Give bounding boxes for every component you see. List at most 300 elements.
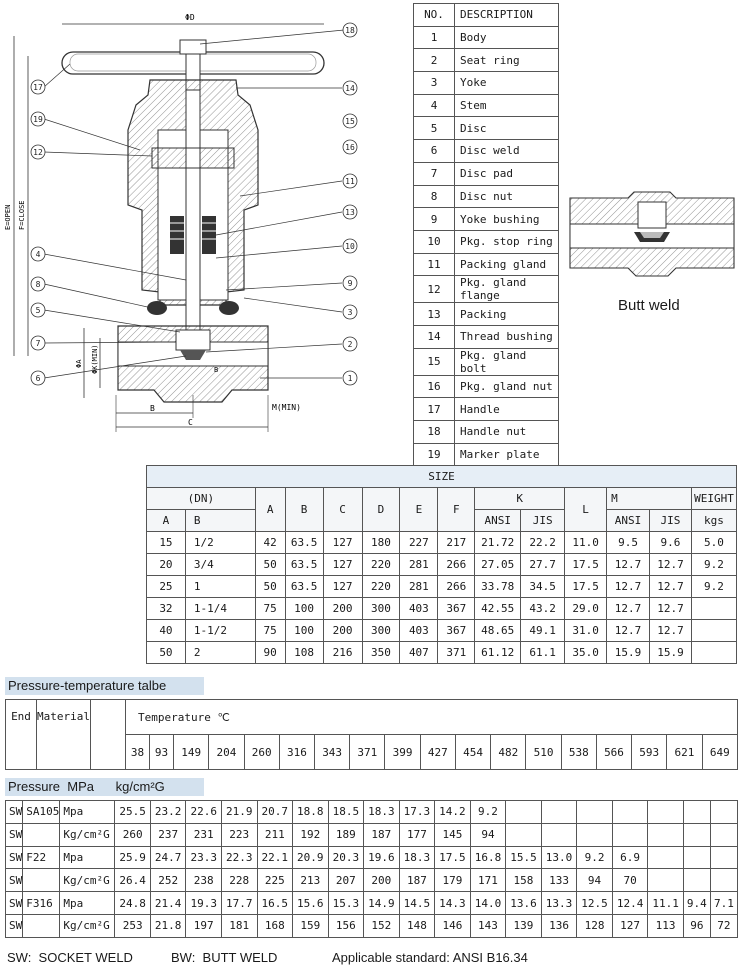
size-cell: 300 xyxy=(362,620,400,642)
pt-temp-label: Temperature ℃ xyxy=(125,700,737,735)
pressure-value: 159 xyxy=(293,914,329,937)
pressure-value xyxy=(541,823,577,846)
footer-bw: BW: BUTT WELD xyxy=(171,950,278,965)
sub-k-jis: JIS xyxy=(521,510,565,532)
pressure-value xyxy=(506,823,542,846)
size-cell: 367 xyxy=(438,598,475,620)
size-cell: 200 xyxy=(323,620,362,642)
pressure-end: SW xyxy=(6,846,23,869)
pressure-value xyxy=(710,823,737,846)
pressure-value: 231 xyxy=(186,823,222,846)
pressure-value: 20.3 xyxy=(328,846,364,869)
size-cell: 15.9 xyxy=(649,642,691,664)
size-cell: 407 xyxy=(400,642,438,664)
pressure-value: 22.6 xyxy=(186,801,222,824)
callout-number: 8 xyxy=(35,280,41,289)
col-b: B xyxy=(285,488,323,532)
part-description: Yoke bushing xyxy=(455,208,559,231)
pressure-value: 158 xyxy=(506,869,542,892)
pressure-value: 11.1 xyxy=(648,892,684,915)
parts-row xyxy=(414,208,559,231)
col-d: D xyxy=(362,488,400,532)
size-cell: 12.7 xyxy=(649,598,691,620)
footer-sw: SW: SOCKET WELD xyxy=(7,950,133,965)
parts-row xyxy=(414,348,559,375)
size-cell: 40 xyxy=(147,620,186,642)
col-k: K xyxy=(475,488,565,510)
temperature-cell: 149 xyxy=(174,735,209,770)
size-cell: 49.1 xyxy=(521,620,565,642)
parts-row xyxy=(414,140,559,163)
dim-a: ΦA xyxy=(75,359,83,368)
size-row xyxy=(147,642,737,664)
part-no: 8 xyxy=(414,185,455,208)
pressure-value: 15.5 xyxy=(506,846,542,869)
pressure-row xyxy=(6,892,738,915)
parts-row xyxy=(414,94,559,117)
pressure-value: 18.5 xyxy=(328,801,364,824)
pressure-value: 25.9 xyxy=(115,846,151,869)
parts-row xyxy=(414,162,559,185)
size-cell: 42.55 xyxy=(475,598,521,620)
part-no: 19 xyxy=(414,443,455,466)
parts-row xyxy=(414,276,559,303)
parts-row xyxy=(414,230,559,253)
pressure-value: 13.3 xyxy=(541,892,577,915)
pressure-value xyxy=(683,801,710,824)
pressure-value: 13.6 xyxy=(506,892,542,915)
callout-number: 1 xyxy=(347,374,353,383)
pressure-value: 197 xyxy=(186,914,222,937)
pressure-value: 148 xyxy=(399,914,435,937)
size-cell: 27.05 xyxy=(475,554,521,576)
pressure-value: 252 xyxy=(150,869,186,892)
temperature-cell: 482 xyxy=(491,735,526,770)
pressure-value xyxy=(710,846,737,869)
pressure-value: 21.8 xyxy=(150,914,186,937)
part-description: Disc xyxy=(455,117,559,140)
parts-row xyxy=(414,185,559,208)
size-cell: 9.2 xyxy=(691,576,736,598)
size-row xyxy=(147,554,737,576)
temperature-cell: 566 xyxy=(596,735,631,770)
pressure-value: 15.6 xyxy=(293,892,329,915)
dn-label: (DN) xyxy=(147,488,256,510)
size-row xyxy=(147,620,737,642)
pressure-value: 14.0 xyxy=(470,892,506,915)
size-cell: 20 xyxy=(147,554,186,576)
pressure-value: 22.3 xyxy=(221,846,257,869)
pressure-value: 16.5 xyxy=(257,892,293,915)
valve-section-drawing xyxy=(0,0,410,440)
size-cell: 127 xyxy=(323,554,362,576)
dim-m: M(MIN) xyxy=(272,403,301,412)
pressure-value xyxy=(648,846,684,869)
part-description: Disc weld xyxy=(455,140,559,163)
size-cell: 266 xyxy=(438,554,475,576)
pressure-value: 14.9 xyxy=(364,892,400,915)
part-no: 6 xyxy=(414,140,455,163)
temperature-cell: 454 xyxy=(455,735,490,770)
part-no: 11 xyxy=(414,253,455,276)
pressure-unit: Kg/cm²G xyxy=(60,914,115,937)
size-cell: 5.0 xyxy=(691,532,736,554)
pressure-value: 223 xyxy=(221,823,257,846)
parts-header-description: DESCRIPTION xyxy=(455,4,559,27)
pressure-value: 187 xyxy=(399,869,435,892)
col-e: E xyxy=(400,488,438,532)
size-cell: 227 xyxy=(400,532,438,554)
pressure-value: 113 xyxy=(648,914,684,937)
pressure-value: 14.2 xyxy=(435,801,471,824)
size-cell xyxy=(691,642,736,664)
size-cell: 3/4 xyxy=(185,554,255,576)
pressure-value: 168 xyxy=(257,914,293,937)
pressure-value xyxy=(710,869,737,892)
pressure-value: 15.3 xyxy=(328,892,364,915)
part-description: Disc nut xyxy=(455,185,559,208)
callout-number: 18 xyxy=(345,26,355,35)
pressure-value: 96 xyxy=(683,914,710,937)
part-no: 18 xyxy=(414,421,455,444)
size-cell: 371 xyxy=(438,642,475,664)
pressure-value: 145 xyxy=(435,823,471,846)
callout-number: 12 xyxy=(33,148,43,157)
callout-number: 14 xyxy=(345,84,355,93)
pressure-end: SW xyxy=(6,869,23,892)
parts-row xyxy=(414,117,559,140)
dim-od: ΦD xyxy=(185,13,195,22)
pressure-value: 25.5 xyxy=(115,801,151,824)
size-cell: 367 xyxy=(438,620,475,642)
dim-e: E=OPEN xyxy=(4,204,12,230)
part-no: 4 xyxy=(414,94,455,117)
pressure-value: 20.9 xyxy=(293,846,329,869)
size-cell: 200 xyxy=(323,598,362,620)
part-no: 9 xyxy=(414,208,455,231)
sub-m-jis: JIS xyxy=(649,510,691,532)
sub-a: A xyxy=(147,510,186,532)
parts-row xyxy=(414,72,559,95)
size-cell: 108 xyxy=(285,642,323,664)
pressure-value: 19.6 xyxy=(364,846,400,869)
pressure-end: SW xyxy=(6,801,23,824)
size-cell: 220 xyxy=(362,554,400,576)
pt-title: Pressure-temperature talbe xyxy=(5,677,204,695)
pressure-row xyxy=(6,846,738,869)
size-cell: 9.6 xyxy=(649,532,691,554)
size-cell: 25 xyxy=(147,576,186,598)
part-no: 16 xyxy=(414,375,455,398)
part-no: 14 xyxy=(414,325,455,348)
size-cell: 403 xyxy=(400,598,438,620)
size-cell: 281 xyxy=(400,576,438,598)
parts-row xyxy=(414,303,559,326)
size-cell: 216 xyxy=(323,642,362,664)
pressure-value: 181 xyxy=(221,914,257,937)
size-cell xyxy=(691,620,736,642)
pressure-value: 20.7 xyxy=(257,801,293,824)
pressure-value xyxy=(612,801,648,824)
temperature-cell: 621 xyxy=(667,735,702,770)
pressure-value: 17.3 xyxy=(399,801,435,824)
part-no: 17 xyxy=(414,398,455,421)
pressure-value: 17.7 xyxy=(221,892,257,915)
pressure-end: SW xyxy=(6,892,23,915)
size-cell: 22.2 xyxy=(521,532,565,554)
temperature-cell: 538 xyxy=(561,735,596,770)
temperature-cell: 204 xyxy=(209,735,244,770)
pressure-value: 146 xyxy=(435,914,471,937)
callout-number: 6 xyxy=(35,374,41,383)
temperature-cell: 510 xyxy=(526,735,561,770)
sub-b: B xyxy=(185,510,255,532)
parts-row xyxy=(414,443,559,466)
part-description: Disc pad xyxy=(455,162,559,185)
pressure-value: 200 xyxy=(364,869,400,892)
size-cell: 27.7 xyxy=(521,554,565,576)
parts-row xyxy=(414,26,559,49)
col-a: A xyxy=(255,488,285,532)
pressure-value xyxy=(648,801,684,824)
pressure-value: 211 xyxy=(257,823,293,846)
pressure-value: 139 xyxy=(506,914,542,937)
size-cell: 50 xyxy=(255,576,285,598)
pressure-value: 18.8 xyxy=(293,801,329,824)
dim-c: C xyxy=(188,418,193,427)
part-description: Handle xyxy=(455,398,559,421)
parts-header-no: NO. xyxy=(414,4,455,27)
pressure-value: 24.8 xyxy=(115,892,151,915)
callout-number: 2 xyxy=(347,340,353,349)
size-cell xyxy=(691,598,736,620)
pressure-value xyxy=(612,823,648,846)
pressure-value: 7.1 xyxy=(710,892,737,915)
pressure-material: F22 xyxy=(23,846,60,869)
pressure-value: 228 xyxy=(221,869,257,892)
size-cell: 42 xyxy=(255,532,285,554)
pressure-value: 21.9 xyxy=(221,801,257,824)
pressure-row xyxy=(6,823,738,846)
temperature-cell: 399 xyxy=(385,735,420,770)
temperature-cell: 260 xyxy=(244,735,279,770)
pressure-value xyxy=(683,869,710,892)
pressure-value: 18.3 xyxy=(399,846,435,869)
pressure-value: 70 xyxy=(612,869,648,892)
size-cell: 127 xyxy=(323,532,362,554)
pt-table xyxy=(5,699,738,770)
part-description: Packing xyxy=(455,303,559,326)
callout-number: 11 xyxy=(345,177,355,186)
part-description: Pkg. gland bolt xyxy=(455,348,559,375)
size-cell: 217 xyxy=(438,532,475,554)
pressure-value: 237 xyxy=(150,823,186,846)
size-cell: 15 xyxy=(147,532,186,554)
pressure-value xyxy=(683,823,710,846)
pressure-value xyxy=(648,869,684,892)
sub-k-ansi: ANSI xyxy=(475,510,521,532)
part-description: Stem xyxy=(455,94,559,117)
part-description: Body xyxy=(455,26,559,49)
size-cell: 100 xyxy=(285,598,323,620)
callout-number: 15 xyxy=(345,117,355,126)
part-description: Pkg. gland nut xyxy=(455,375,559,398)
size-cell: 21.72 xyxy=(475,532,521,554)
callout-number: 5 xyxy=(35,306,41,315)
pressure-value: 260 xyxy=(115,823,151,846)
pressure-value xyxy=(577,801,613,824)
parts-row xyxy=(414,253,559,276)
pressure-value: 192 xyxy=(293,823,329,846)
pressure-unit: Mpa xyxy=(60,846,115,869)
size-cell: 12.7 xyxy=(607,554,650,576)
pt-end-label: End xyxy=(6,700,37,770)
pressure-value: 14.3 xyxy=(435,892,471,915)
part-no: 15 xyxy=(414,348,455,375)
pressure-value: 94 xyxy=(470,823,506,846)
pressure-value: 133 xyxy=(541,869,577,892)
pressure-value xyxy=(577,823,613,846)
pressure-value: 12.5 xyxy=(577,892,613,915)
pressure-value: 72 xyxy=(710,914,737,937)
pressure-material xyxy=(23,869,60,892)
size-cell: 1-1/4 xyxy=(185,598,255,620)
part-description: Seat ring xyxy=(455,49,559,72)
parts-row xyxy=(414,375,559,398)
size-cell: 61.1 xyxy=(521,642,565,664)
part-no: 5 xyxy=(414,117,455,140)
part-no: 13 xyxy=(414,303,455,326)
col-m: M xyxy=(607,488,692,510)
size-cell: 12.7 xyxy=(607,576,650,598)
size-cell: 61.12 xyxy=(475,642,521,664)
pressure-value: 143 xyxy=(470,914,506,937)
pressure-row xyxy=(6,914,738,937)
pressure-value: 238 xyxy=(186,869,222,892)
callout-number: 4 xyxy=(35,250,41,259)
parts-row xyxy=(414,49,559,72)
pressure-material xyxy=(23,823,60,846)
callout-number: 17 xyxy=(33,83,43,92)
callout-number: 3 xyxy=(347,308,353,317)
col-l: L xyxy=(565,488,607,532)
pressure-table xyxy=(5,800,738,938)
col-weight: WEIGHT xyxy=(691,488,736,510)
size-cell: 12.7 xyxy=(649,620,691,642)
size-row xyxy=(147,532,737,554)
size-cell: 2 xyxy=(185,642,255,664)
part-description: Marker plate xyxy=(455,443,559,466)
part-description: Handle nut xyxy=(455,421,559,444)
pressure-value: 207 xyxy=(328,869,364,892)
size-cell: 75 xyxy=(255,598,285,620)
pressure-value xyxy=(683,846,710,869)
parts-row xyxy=(414,325,559,348)
size-cell: 31.0 xyxy=(565,620,607,642)
size-cell: 35.0 xyxy=(565,642,607,664)
size-table xyxy=(146,465,737,664)
sub-m-ansi: ANSI xyxy=(607,510,650,532)
part-no: 12 xyxy=(414,276,455,303)
pressure-value: 21.4 xyxy=(150,892,186,915)
temperature-cell: 371 xyxy=(350,735,385,770)
pressure-value: 9.2 xyxy=(577,846,613,869)
pressure-unit: Mpa xyxy=(60,801,115,824)
size-cell: 17.5 xyxy=(565,554,607,576)
pressure-value: 171 xyxy=(470,869,506,892)
size-cell: 266 xyxy=(438,576,475,598)
pressure-value: 213 xyxy=(293,869,329,892)
part-description: Pkg. stop ring xyxy=(455,230,559,253)
size-cell: 100 xyxy=(285,620,323,642)
pressure-end: SW xyxy=(6,823,23,846)
size-cell: 15.9 xyxy=(607,642,650,664)
size-cell: 350 xyxy=(362,642,400,664)
pressure-value: 24.7 xyxy=(150,846,186,869)
pressure-unit: Kg/cm²G xyxy=(60,869,115,892)
col-c: C xyxy=(323,488,362,532)
dim-b-small: B xyxy=(214,366,219,374)
pressure-value xyxy=(648,823,684,846)
pressure-unit: Kg/cm²G xyxy=(60,823,115,846)
pressure-value: 156 xyxy=(328,914,364,937)
pressure-value: 225 xyxy=(257,869,293,892)
size-cell: 29.0 xyxy=(565,598,607,620)
pressure-value: 18.3 xyxy=(364,801,400,824)
size-cell: 403 xyxy=(400,620,438,642)
part-description: Packing gland xyxy=(455,253,559,276)
callout-number: 13 xyxy=(345,208,355,217)
temperature-cell: 649 xyxy=(702,735,737,770)
part-no: 3 xyxy=(414,72,455,95)
pressure-value: 9.2 xyxy=(470,801,506,824)
callout-number: 9 xyxy=(347,279,353,288)
col-f: F xyxy=(438,488,475,532)
size-cell: 17.5 xyxy=(565,576,607,598)
parts-table xyxy=(413,3,559,466)
temperature-cell: 343 xyxy=(315,735,350,770)
size-cell: 1 xyxy=(185,576,255,598)
temperature-cell: 427 xyxy=(420,735,455,770)
pressure-material: F316 xyxy=(23,892,60,915)
pressure-value: 23.2 xyxy=(150,801,186,824)
pt-blank-cell xyxy=(90,700,125,770)
pressure-value: 13.0 xyxy=(541,846,577,869)
pressure-value: 187 xyxy=(364,823,400,846)
part-description: Pkg. gland flange xyxy=(455,276,559,303)
pressure-row xyxy=(6,869,738,892)
size-cell: 34.5 xyxy=(521,576,565,598)
size-cell: 63.5 xyxy=(285,576,323,598)
pressure-value: 94 xyxy=(577,869,613,892)
pressure-title: Pressure MPa kg/cm²G xyxy=(5,778,204,796)
temperature-cell: 38 xyxy=(125,735,149,770)
dim-b: B xyxy=(150,404,155,413)
size-cell: 48.65 xyxy=(475,620,521,642)
part-no: 1 xyxy=(414,26,455,49)
pressure-value: 128 xyxy=(577,914,613,937)
size-cell: 220 xyxy=(362,576,400,598)
size-cell: 32 xyxy=(147,598,186,620)
pressure-value: 12.4 xyxy=(612,892,648,915)
part-no: 10 xyxy=(414,230,455,253)
pressure-value: 189 xyxy=(328,823,364,846)
callout-number: 7 xyxy=(35,339,41,348)
pressure-value: 179 xyxy=(435,869,471,892)
dim-k: ΦK(MIN) xyxy=(91,344,99,374)
pressure-value: 136 xyxy=(541,914,577,937)
size-cell: 9.2 xyxy=(691,554,736,576)
